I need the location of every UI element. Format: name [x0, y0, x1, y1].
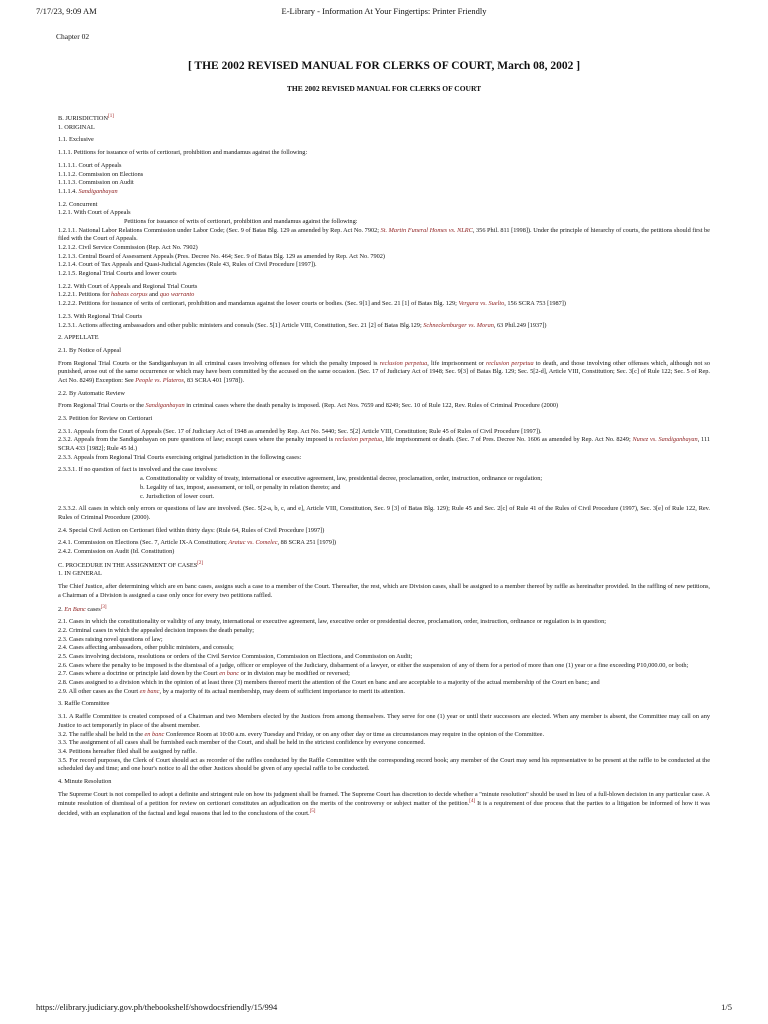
print-header	[36, 6, 732, 20]
list-item: 1.2.2.1. Petitions for habeas corpus and quo warranto	[58, 291, 195, 299]
subsection-heading: 2.1. By Notice of Appeal	[58, 346, 121, 354]
list-item: 1.1.1.2. Commission on Elections	[58, 170, 144, 178]
list-item: 2.4. Cases affecting ambassadors, other public ministers, and consuls;	[58, 644, 234, 652]
paragraph: The Chief Justice, after determining which are en banc cases, assigns such a case to a member of the Court. Thereafter, the rest, which are Division cases, shall be assigned to a member thereof by raffle as hereinafter provided. In the raffling of new petitions, a Chairman of a Division is assigned a case only once for every two petitions raffled.	[58, 583, 710, 599]
footnote-link[interactable]: [5]	[309, 809, 316, 815]
subsection-heading: 1.1. Exclusive	[58, 136, 94, 144]
list-item: 2.6. Cases where the penalty to be imposed is the dismissal of a judge, officer or employee of the Judiciary, disbarment of a lawyer, or either the suspension of any of them for a period of more than one (1) year or a fine exceeding P10,000.00, or both;	[58, 661, 689, 669]
list-item: 2.9. All other cases as the Court en banc, by a majority of its actual membership, may deem of sufficient importance to merit its attention.	[58, 687, 406, 695]
list-item: 2.4.1. Commission on Elections (Sec. 7, Article IX-A Constitution; Aratuc vs. Comelec, 88 SCRA 251 [1979])	[58, 539, 337, 547]
list-item: 1.1.1.3. Commission on Audit	[58, 179, 134, 187]
subsection-heading: 1.2. Concurrent	[58, 200, 98, 208]
section-heading: 4. Minute Resolution	[58, 777, 112, 785]
list-item: 1.1.1.1. Court of Appeals	[58, 161, 122, 169]
list-item: 3.4. Petitions hereafter filed shall be assigned by raffle.	[58, 747, 197, 755]
section-heading: 2. APPELLATE	[58, 334, 99, 342]
list-item: 2.3.3.1. If no question of fact is involved and the case involves:	[58, 466, 218, 474]
print-page-title: E-Library - Information At Your Fingertips: Printer Friendly	[281, 6, 487, 16]
list-item: 2.8. Cases assigned to a division which in the opinion of at least three (3) members thereof merit the attention of the Court en banc and are acceptable to a majority of the actual membership of the Court en banc; and	[58, 679, 600, 687]
subsection-heading: 2.2. By Automatic Review	[58, 389, 125, 397]
subsection-heading: 2.3. Petition for Review on Certiorari	[58, 415, 153, 423]
footnote-link[interactable]: [1]	[108, 114, 114, 119]
section-heading: 2. En Banc cases[3]	[58, 604, 107, 613]
footnote-link[interactable]: [3]	[100, 604, 107, 610]
list-item: a. Constitutionality or validity of treaty, international or executive agreement, law, presidential decree, proclamation, order, instruction, ordinance or regulation;	[140, 475, 543, 483]
section-heading-b: B. JURISDICTION[1]	[58, 114, 114, 123]
list-item: 1.2.1.5. Regional Trial Courts and lower courts	[58, 270, 177, 278]
list-item: 1.2.1.1. National Labor Relations Commission under Labor Code; (Sec. 9 of Batas Blg. 129 as amended by Rep. Act No. 7902; St. Martin Funeral Homes vs. NLRC, 356 Phil. 811 [1998]). Under the principle of hierarchy of courts, the petitions should first be filed with the Court of Appeals.	[58, 226, 710, 243]
section-heading: 1. ORIGINAL	[58, 123, 95, 131]
list-item: 1.2.2.2. Petitions for issuance of writs of certiorari, prohibition and mandamus against the lower courts or bodies. (Sec. 9[1] and Sec. 21 [1] of Batas Blg. 129; Vergara vs. Suelto, 156 SCRA 753 [1987])	[58, 300, 566, 308]
document-body	[58, 114, 710, 819]
document-title: [ THE 2002 REVISED MANUAL FOR CLERKS OF COURT, March 08, 2002 ]	[187, 60, 581, 72]
paragraph: From Regional Trial Courts or the Sandiganbayan in all criminal cases involving offenses for which the penalty imposed is reclusion perpetua, life imprisonment or reclusion perpetua to death, and those involving other offenses which, although not so punished, arose out of the same occurrence or which may have been committed by the accused on the same occasion. (Sec. 17 of Judiciary Act of 1948; Sec. 9[3] of Batas Blg. 129; Sec. 5[2-d], Article VIII, Constitution; Sec. 3[c] of Rule 122; Sec. 5 of Rep. Act No. 8249) Exception: See People vs. Plateros, 83 SCRA 401 [1978]).	[58, 359, 710, 384]
list-item: 2.2. Criminal cases in which the appealed decision imposes the death penalty;	[58, 626, 255, 634]
list-item: 1.2.1.3. Central Board of Assessment Appeals (Pres. Decree No. 464; Sec. 9 of Batas Blg. 129 as amended by Rep. Act No. 7902)	[58, 252, 386, 260]
list-item: 2.3.1. Appeals from the Court of Appeals (Sec. 17 of Judiciary Act of 1948 as amended by Rep. Act No. 5440; Sec. 5[2] Article VIII, Constitution; Rule 45 of Rules of Civil Procedure [1997]).	[58, 427, 542, 435]
list-item: 3.2. The raffle shall be held in the en banc Conference Room at 10:00 a.m. every Tuesday and Friday, or on any other day or time as circumstances may require in the opinion of the Committee.	[58, 730, 545, 738]
subsection-heading: 1.2.3. With Regional Trial Courts	[58, 312, 143, 320]
list-item: 2.4.2. Commission on Audit (Id. Constitution)	[58, 547, 175, 555]
subsection-heading: 1.2.2. With Court of Appeals and Regional Trial Courts	[58, 282, 198, 290]
section-heading-c: C. PROCEDURE IN THE ASSIGNMENT OF CASES[2]	[58, 560, 204, 569]
list-item: 2.3.3. Appeals from Regional Trial Courts exercising original jurisdiction in the following cases:	[58, 453, 302, 461]
list-item: 2.3.3.2. All cases in which only errors or questions of law are involved. (Sec. 5[2-a, b, c, and e], Article VIII, Constitution, Sec. 9 [3] of Batas Blg. 129); Rule 45 and Sec. 2[c] of Rule 41 of the Rules of Civil Procedure (1997), Sec. 3[e] of Rule 122, Rev. Rules of Criminal Procedure (2000).	[58, 505, 710, 521]
footnote-link[interactable]: [2]	[197, 560, 204, 566]
print-datetime: 7/17/23, 9:09 AM	[36, 6, 97, 16]
footnote-link[interactable]: [4]	[469, 799, 476, 805]
paragraph: Petitions for issuance of writs of certiorari, prohibition and mandamus against the following:	[124, 217, 358, 225]
chapter-label: Chapter 02	[56, 32, 90, 41]
list-item: 2.1. Cases in which the constitutionality or validity of any treaty, international or executive agreement, law, executive order or presidential decree, proclamation, order, instruction, ordinance or regulation is in question;	[58, 618, 606, 626]
section-heading: 3. Raffle Committee	[58, 700, 110, 708]
list-item: 3.3. The assignment of all cases shall be furnished each member of the Court, and shall be held in the strictest confidence by everyone concerned.	[58, 739, 426, 747]
list-item: 3.5. For record purposes, the Clerk of Court should act as recorder of the raffles conducted by the Raffle Committee with the corresponding record book; any member of the Court may send his representative to be present at the raffle to be conducted at the scheduled day and time; and one hour's notice to all the other Justices should be given of any special raffle to be conducted.	[58, 756, 710, 773]
list-item: c. Jurisdiction of lower court.	[140, 492, 215, 500]
print-url: https://elibrary.judiciary.gov.ph/thebookshelf/showdocsfriendly/15/994	[36, 1002, 278, 1012]
paragraph: 1.1.1. Petitions for issuance of writs of certiorari, prohibition and mandamus against the following:	[58, 149, 308, 157]
paragraph: The Supreme Court is not compelled to adopt a definite and stringent rule on how its judgment shall be framed. The Supreme Court has discretion to decide whether a "minute resolution" should be used in lieu of a full-blown decision in any particular case. A minute resolution of dismissal of a petition for review on certiorari constitutes an adjudication on the merits of the controversy or subject matter of the petition.[4] It is a requirement of due process that the parties to a litigation be informed of how it was decided, with an explanation of the factual and legal reasons that led to the conclusions of the court.[5]	[58, 790, 710, 818]
list-item: 2.5. Cases involving decisions, resolutions or orders of the Civil Service Commission, Commission on Elections, and Commission on Audit;	[58, 653, 413, 661]
document-subtitle: THE 2002 REVISED MANUAL FOR CLERKS OF COURT	[286, 84, 482, 93]
list-item: 1.2.1.2. Civil Service Commission (Rep. Act No. 7902)	[58, 244, 198, 252]
section-heading: 1. IN GENERAL	[58, 570, 102, 578]
page-number: 1/5	[721, 1002, 732, 1012]
list-item: 1.2.1.4. Court of Tax Appeals and Quasi-Judicial Agencies (Rule 43, Rules of Civil Procedure [1997]).	[58, 261, 317, 269]
subsection-heading: 1.2.1. With Court of Appeals	[58, 209, 131, 217]
subsection-heading: 2.4. Special Civil Action on Certiorari filed within thirty days: (Rule 64, Rules of Civil Procedure [1997])	[58, 526, 325, 534]
list-item: 2.3.2. Appeals from the Sandiganbayan on pure questions of law; except cases where the penalty imposed is reclusion perpetua, life imprisonment or death. (Sec. 7 of Pres. Decree No. 1606 as amended by Rep. Act No. 8249; Nunez vs. Sandiganbayan, 111 SCRA 433 [1982]; Rule 45 Id.)	[58, 436, 711, 453]
list-item: 2.7. Cases where a doctrine or principle laid down by the Court en banc or in division may be modified or reversed;	[58, 670, 350, 678]
list-item: 1.2.3.1. Actions affecting ambassadors and other public ministers and consuls (Sec. 5[1] Article VIII, Constitution, Sec. 21 [2] of Batas Blg.129; Schneckenburger vs. Moran, 63 Phil.249 [1937])	[58, 321, 547, 329]
list-item: 2.3. Cases raising novel questions of law;	[58, 635, 163, 643]
list-item: 3.1. A Raffle Committee is created composed of a Chairman and two Members elected by the Justices from among themselves. They serve for one (1) year or until their successors are elected. When any member is absent, the Committee may call on any Justice to act temporarily in place of the absent member.	[58, 713, 710, 729]
list-item: 1.1.1.4. Sandiganbayan	[58, 187, 118, 195]
paragraph: From Regional Trial Courts or the Sandiganbayan in criminal cases where the death penalty is imposed. (Rep. Act Nos. 7659 and 8249; Sec. 10 of Rule 122, Rev. Rules of Criminal Procedure (2000)	[58, 402, 559, 410]
print-footer	[36, 1002, 732, 1014]
list-item: b. Legality of tax, impost, assessment, or toll, or penalty in relation thereto; and	[140, 483, 341, 491]
